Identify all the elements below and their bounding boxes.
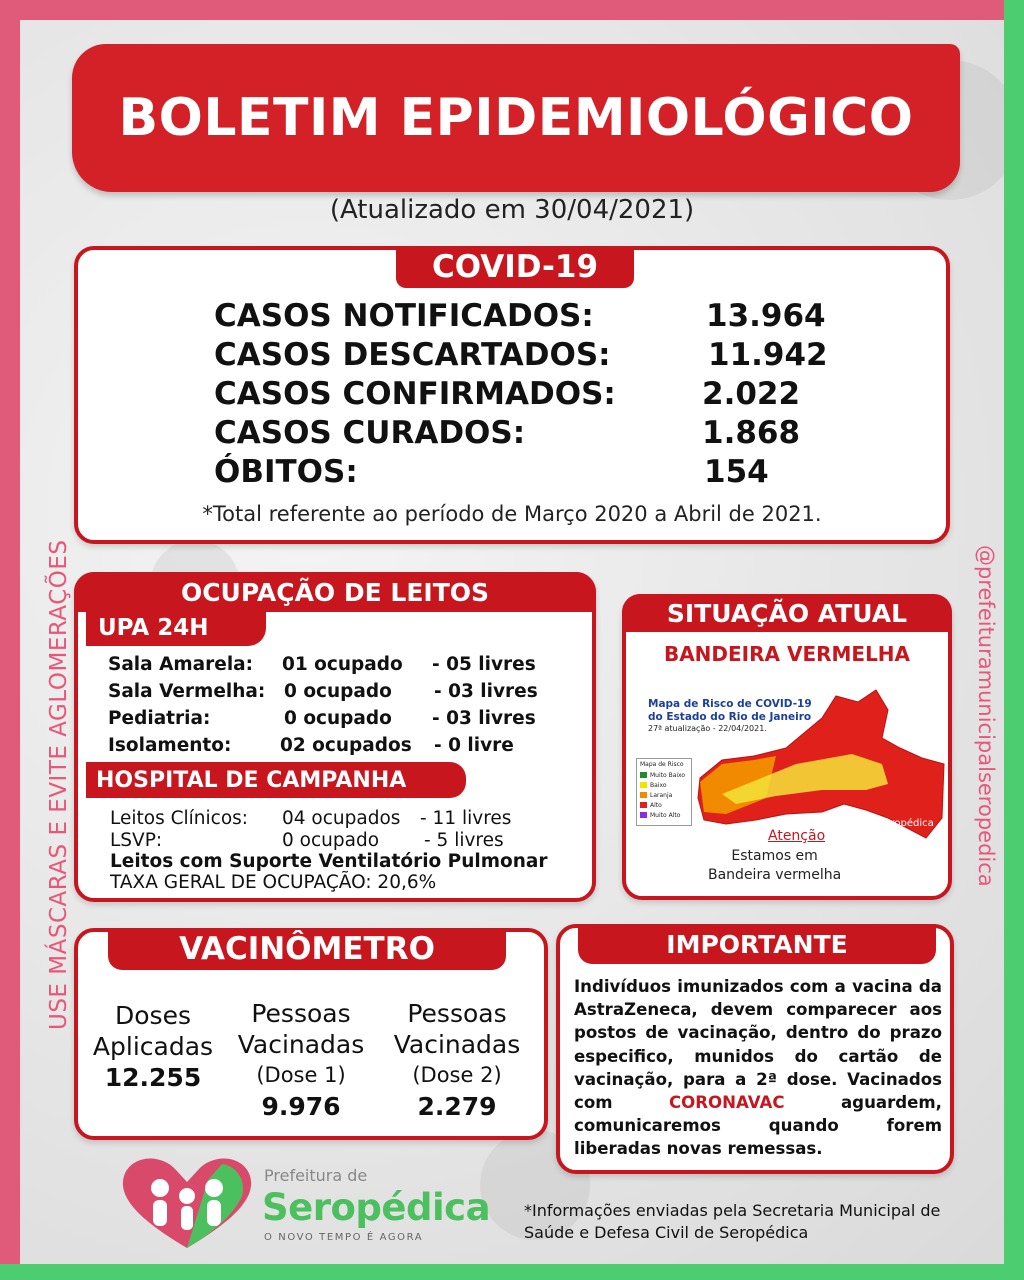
- stat-label: CASOS NOTIFICADOS:: [214, 298, 594, 334]
- bed-occupied: 02 ocupados: [280, 735, 412, 756]
- heart-logo-icon: [116, 1152, 258, 1252]
- upa-tag: UPA 24H: [86, 610, 266, 646]
- frame-bottom: [0, 1264, 1024, 1280]
- bed-name: Sala Amarela:: [108, 654, 254, 675]
- map-subtitle: 27ª atualização - 22/04/2021.: [648, 724, 767, 733]
- status-card: [622, 594, 952, 900]
- vaccine-card: [74, 928, 548, 1140]
- legend-swatch: [640, 812, 647, 818]
- flag-label: BANDEIRA VERMELHA: [663, 642, 911, 666]
- side-slogan: USE MÁSCARAS E EVITE AGLOMERAÇÕES: [46, 539, 72, 1030]
- bed-occupied: 0 ocupado: [284, 708, 392, 729]
- hospital-bed-name: LSVP:: [110, 830, 163, 851]
- vaccine-title: VACINÔMETRO: [108, 928, 506, 970]
- attention-label: Atenção: [768, 828, 826, 844]
- bed-occupied: 01 ocupado: [282, 654, 403, 675]
- vaccine-label: Pessoas: [407, 999, 507, 1028]
- logo-name: Seropédica: [262, 1186, 491, 1229]
- vaccine-value: 2.279: [417, 1092, 497, 1121]
- city-logo: [112, 1146, 494, 1258]
- stat-value: 2.022: [702, 376, 801, 412]
- vaccine-value: 12.255: [104, 1063, 202, 1092]
- frame-right: [1004, 0, 1024, 1280]
- covid-card: [74, 246, 950, 544]
- map-city-label: Seropédica: [878, 818, 934, 829]
- ventilator-label: Leitos com Suporte Ventilatório Pulmonar: [110, 851, 548, 872]
- title-banner: [72, 44, 960, 192]
- important-card: [556, 924, 954, 1174]
- hospital-bed-free: - 11 livres: [420, 808, 512, 829]
- legend-item: [637, 800, 691, 810]
- hospital-bed-free: - 5 livres: [424, 830, 504, 851]
- occupancy-rate: TAXA GERAL DE OCUPAÇÃO: 20,6%: [110, 872, 437, 893]
- bed-free: - 0 livre: [434, 735, 514, 756]
- important-text: [574, 975, 942, 1161]
- legend-label: Baixo: [650, 781, 667, 789]
- stat-label: CASOS CURADOS:: [214, 415, 526, 451]
- status-title: SITUAÇÃO ATUAL: [622, 594, 952, 632]
- legend-label: Alto: [650, 801, 662, 809]
- logo-slogan: O NOVO TEMPO É AGORA: [264, 1232, 424, 1243]
- flag-note-line-2: Bandeira vermelha: [708, 867, 842, 883]
- map-title: [648, 698, 812, 724]
- vaccine-label: Pessoas: [251, 999, 351, 1028]
- bed-free: - 05 livres: [432, 654, 536, 675]
- legend-item: [637, 810, 691, 820]
- beds-title: OCUPAÇÃO DE LEITOS: [74, 572, 596, 612]
- legend-label: Laranja: [650, 791, 673, 799]
- stat-value: 11.942: [708, 337, 828, 373]
- map-title-line-2: do Estado do Rio de Janeiro: [648, 711, 812, 723]
- vaccine-label: Vacinadas: [237, 1030, 365, 1059]
- stat-value: 13.964: [706, 298, 826, 334]
- important-title: IMPORTANTE: [578, 924, 936, 964]
- vaccine-dose-1: [228, 998, 374, 1122]
- vaccine-doses: [88, 1000, 218, 1093]
- covid-note: *Total referente ao período de Março 2020 a Abril de 2021.: [202, 502, 822, 526]
- important-text-part-2: aguardem, comunicaremos quando forem liberadas novas remessas.: [574, 1093, 942, 1159]
- important-text-part-1: Indivíduos imunizados com a vacina da AstraZeneca, devem comparecer aos postos de vacinação, dentro do prazo especifico, munidos do cartão de vacinação, para a 2ª dose. Vacinados com: [574, 977, 942, 1113]
- stat-value: 154: [704, 454, 769, 490]
- hospital-bed-occupied: 04 ocupados: [282, 808, 401, 829]
- legend-label: Muito Baixo: [650, 771, 686, 779]
- vaccine-sub: (Dose 2): [412, 1063, 502, 1087]
- update-date: (Atualizado em 30/04/2021): [329, 195, 695, 225]
- stat-label: CASOS CONFIRMADOS:: [214, 376, 616, 412]
- hospital-bed-occupied: 0 ocupado: [282, 830, 380, 851]
- important-highlight: CORONAVAC: [669, 1093, 785, 1113]
- stat-label: CASOS DESCARTADOS:: [214, 337, 611, 373]
- page-title: BOLETIM EPIDEMIOLÓGICO: [118, 88, 914, 148]
- legend-label: Muito Alto: [650, 811, 681, 819]
- bed-name: Isolamento:: [108, 735, 232, 756]
- vaccine-label: Aplicadas: [92, 1032, 214, 1061]
- hospital-bed-name: Leitos Clínicos:: [110, 808, 249, 829]
- bed-occupied: 0 ocupado: [284, 681, 392, 702]
- legend-swatch: [640, 782, 647, 788]
- bed-name: Sala Vermelha:: [108, 681, 266, 702]
- vaccine-label: Doses: [115, 1001, 191, 1030]
- legend-swatch: [640, 792, 647, 798]
- stat-value: 1.868: [702, 415, 801, 451]
- covid-tag: COVID-19: [396, 246, 634, 288]
- flag-note: [708, 847, 841, 885]
- frame-top: [0, 0, 1024, 20]
- legend-swatch: [640, 772, 647, 778]
- legend-items: [637, 770, 691, 820]
- map-legend: [636, 758, 692, 826]
- side-handle: @prefeituramunicipalseropedica: [974, 545, 998, 887]
- flag-note-line-1: Estamos em: [731, 848, 818, 864]
- vaccine-sub: (Dose 1): [256, 1063, 346, 1087]
- source-footnote: *Informações enviadas pela Secretaria Municipal de Saúde e Defesa Civil de Seropédica: [524, 1201, 941, 1242]
- logo-prefix: Prefeitura de: [264, 1166, 368, 1185]
- vaccine-label: Vacinadas: [393, 1030, 521, 1059]
- map-title-line-1: Mapa de Risco de COVID-19: [648, 698, 812, 710]
- vaccine-value: 9.976: [261, 1092, 341, 1121]
- beds-card: [74, 572, 596, 902]
- legend-item: [637, 790, 691, 800]
- hospital-tag: HOSPITAL DE CAMPANHA: [86, 762, 466, 798]
- legend-title: Mapa de Risco: [640, 761, 684, 768]
- vaccine-dose-2: [384, 998, 530, 1122]
- legend-item: [637, 780, 691, 790]
- legend-item: [637, 770, 691, 780]
- stat-label: ÓBITOS:: [214, 454, 358, 490]
- frame-left: [0, 0, 20, 1280]
- bed-free: - 03 livres: [434, 681, 538, 702]
- bed-name: Pediatria:: [108, 708, 211, 729]
- legend-swatch: [640, 802, 647, 808]
- bed-free: - 03 livres: [432, 708, 536, 729]
